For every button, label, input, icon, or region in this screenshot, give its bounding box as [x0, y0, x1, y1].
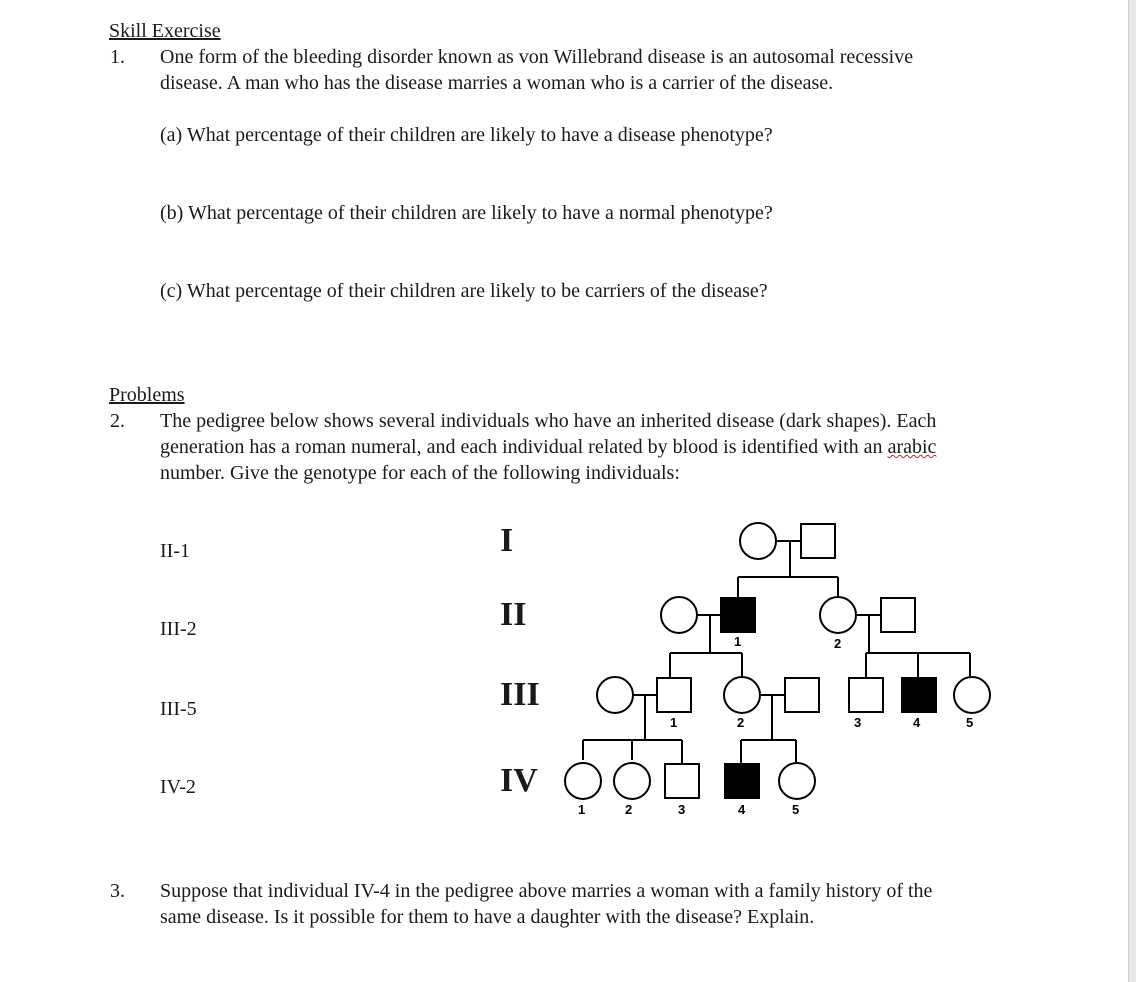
question-1-number: 1. [110, 46, 125, 68]
spellcheck-word: arabic [887, 436, 937, 458]
question-3-text-line1: Suppose that individual IV-4 in the pedigree above marries a woman with a family history of the [160, 880, 933, 902]
female-unaffected [597, 677, 633, 713]
male-unaffected [665, 764, 699, 798]
question-2-text-line3: number. Give the genotype for each of the following individuals: [160, 462, 680, 484]
individual-number: 5 [966, 715, 974, 730]
question-1-text-line1: One form of the bleeding disorder known as von Willebrand disease is an autosomal recessive [160, 46, 914, 68]
individual-number: 2 [737, 715, 745, 730]
question-1c: (c) What percentage of their children are likely to be carriers of the disease? [160, 280, 768, 302]
male-unaffected [785, 678, 819, 712]
individual-number: 1 [734, 634, 742, 649]
female-unaffected [614, 763, 650, 799]
male-affected [725, 764, 759, 798]
individual-label: III-2 [160, 618, 197, 640]
female-unaffected [661, 597, 697, 633]
individual-number: 2 [834, 636, 842, 651]
question-1a: (a) What percentage of their children are likely to have a disease phenotype? [160, 124, 773, 146]
question-1b: (b) What percentage of their children are likely to have a normal phenotype? [160, 202, 773, 224]
question-2-number: 2. [110, 410, 125, 432]
female-unaffected [724, 677, 760, 713]
individual-number: 3 [854, 715, 862, 730]
individual-label: II-1 [160, 540, 190, 562]
question-2-text-line1: The pedigree below shows several individuals who have an inherited disease (dark shapes). Each [160, 410, 937, 432]
male-affected [902, 678, 936, 712]
individual-label: III-5 [160, 698, 197, 720]
male-unaffected [801, 524, 835, 558]
individual-label: IV-2 [160, 776, 196, 798]
female-unaffected [740, 523, 776, 559]
male-affected [721, 598, 755, 632]
problems-heading: Problems [109, 384, 185, 406]
male-unaffected [881, 598, 915, 632]
female-unaffected [565, 763, 601, 799]
question-3-text-line2: same disease. Is it possible for them to have a daughter with the disease? Explain. [160, 906, 815, 928]
individual-number: 4 [738, 802, 746, 817]
question-1-text-line2: disease. A man who has the disease marries a woman who is a carrier of the disease. [160, 72, 834, 94]
individual-number: 1 [670, 715, 678, 730]
female-unaffected [954, 677, 990, 713]
generation-label: II [500, 596, 527, 633]
question-3-number: 3. [110, 880, 125, 902]
individual-number: 2 [625, 802, 633, 817]
generation-label: I [500, 522, 514, 559]
female-unaffected [779, 763, 815, 799]
male-unaffected [849, 678, 883, 712]
individual-number: 3 [678, 802, 686, 817]
question-2-line2-text: generation has a roman numeral, and each individual related by blood is identified with an [160, 436, 888, 458]
individual-number: 4 [913, 715, 921, 730]
skill-exercise-heading: Skill Exercise [109, 20, 221, 42]
page-edge [1128, 0, 1136, 982]
generation-label: III [500, 676, 540, 713]
female-unaffected [820, 597, 856, 633]
generation-label: IV [500, 762, 538, 799]
individual-number: 1 [578, 802, 586, 817]
individual-number: 5 [792, 802, 800, 817]
male-unaffected [657, 678, 691, 712]
